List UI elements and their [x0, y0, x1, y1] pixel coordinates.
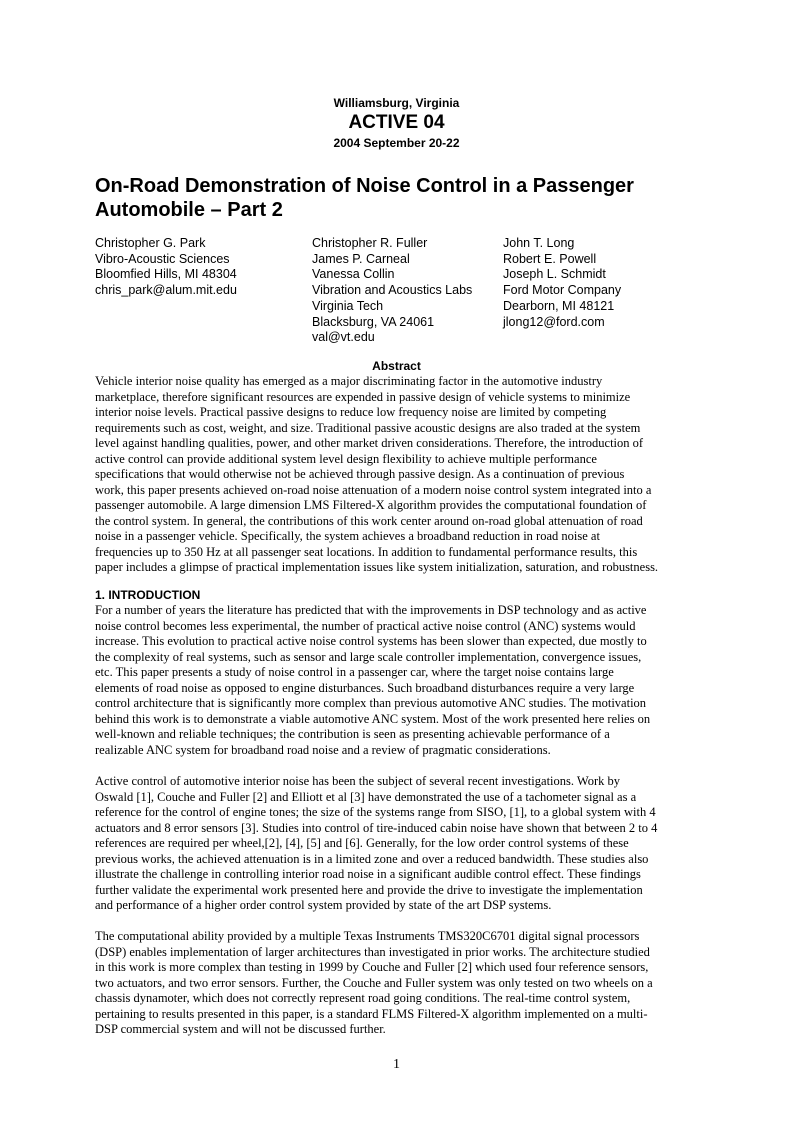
- text-line: marketplace, therefore significant resources are expended in passive design of vehicle systems to minimize: [95, 389, 631, 404]
- text-line: previous works, the achieved attenuation is in a limited zone and over a reduced bandwidth. These studies also: [95, 851, 649, 866]
- author-line: jlong12@ford.com: [503, 314, 605, 329]
- text-line: further validate the experimental work presented here and provide the drive to investigate the implementation: [95, 882, 643, 897]
- author-line: Vanessa Collin: [312, 267, 395, 282]
- introduction-heading: 1. INTRODUCTION: [95, 588, 201, 602]
- text-line: Active control of automotive interior noise has been the subject of several recent investigations. Work by: [95, 774, 620, 788]
- text-line: the control system. In general, the contributions of this work center around on-road global attenuation of road: [95, 513, 643, 528]
- conference-name: ACTIVE 04: [348, 112, 445, 133]
- introduction-paragraph-3: [95, 929, 695, 1038]
- author-line: James P. Carneal: [312, 251, 410, 266]
- author-line: John T. Long: [503, 236, 575, 250]
- text-line: control architecture that is significantly more complex than previous automotive ANC studies. The motivation: [95, 696, 647, 710]
- abstract-heading: Abstract: [372, 359, 421, 373]
- text-line: interior noise levels. Practical passive designs to reduce low frequency noise are limited by competing: [95, 405, 607, 419]
- text-line: in this work is more complex than testing in 1999 by Couche and Fuller [2] which used four reference sensors,: [95, 960, 649, 974]
- text-line: For a number of years the literature has predicted that with the improvements in DSP technology and as active: [95, 603, 647, 617]
- text-line: pertaining to results presented in this paper, is a standard FLMS Filtered-X algorithm implemented on a multi-: [95, 1006, 648, 1021]
- author-line: Joseph L. Schmidt: [503, 267, 606, 282]
- text-line: DSP commercial system and will not be discussed further.: [95, 1022, 386, 1036]
- author-line: val@vt.edu: [312, 330, 375, 345]
- text-line: and performance of a higher order control system provided by state of the art DSP systems.: [95, 898, 552, 912]
- text-line: requirements such as cost, weight, and size. Traditional passive acoustic designs are also traded at the system: [95, 420, 641, 435]
- author-column: [95, 236, 237, 299]
- author-line: chris_park@alum.mit.edu: [95, 283, 237, 298]
- text-line: Vehicle interior noise quality has emerged as a major discriminating factor in the automotive industry: [95, 374, 603, 388]
- abstract-text: [95, 374, 695, 576]
- author-line: Virginia Tech: [312, 298, 384, 313]
- text-line: chassis dynamoter, which does not correctly represent road going conditions. The real-time control system,: [95, 991, 631, 1005]
- text-line: passenger automobile. A large dimension LMS Filtered-X algorithm provides the computational foundation of: [95, 498, 647, 512]
- text-line: specifications that would otherwise not be achieved through passive design. As a continuation of previous: [95, 467, 625, 481]
- author-line: Christopher G. Park: [95, 236, 206, 250]
- author-line: Christopher R. Fuller: [312, 236, 428, 250]
- conference-dates: 2004 September 20-22: [333, 136, 460, 150]
- paper-title: On-Road Demonstration of Noise Control in a Passenger Automobile – Part 2: [95, 175, 634, 221]
- author-line: Bloomfied Hills, MI 48304: [95, 267, 237, 282]
- text-line: noise control becomes less experimental, the number of practical active noise control (ANC) systems would: [95, 618, 636, 633]
- text-line: illustrate the challenge in controlling interior road noise in a significant audible control effect. These findings: [95, 867, 641, 881]
- text-line: actuators and 8 error sensors [3]. Studies into control of tire-induced cabin noise have shown that between 2 to 4: [95, 820, 658, 835]
- text-line: (DSP) enables implementation of larger architectures than investigated in prior works. The architecture studied: [95, 944, 650, 959]
- conference-location: Williamsburg, Virginia: [333, 96, 460, 110]
- text-line: two actuators, and two error sensors. Further, the Couche and Fuller system was only tested on two wheels on a: [95, 975, 653, 990]
- text-line: noise in a passenger vehicle. Specifically, the system achieves a broadband reduction in road noise at: [95, 529, 600, 543]
- author-line: Vibro-Acoustic Sciences: [95, 251, 230, 266]
- text-line: active control can provide additional system level design flexibility to achieve multiple performance: [95, 451, 597, 466]
- text-line: references are required per wheel,[2], [4], [5] and [6]. Generally, for the low order control systems of these: [95, 836, 629, 850]
- text-line: well-known and reliable techniques; the contribution is seen as presenting achievable performance of a: [95, 727, 610, 741]
- text-line: reference for the control of engine tones; the size of the systems range from SISO, [1], to a global system with 4: [95, 805, 656, 819]
- text-line: the complexity of real systems, such as sensor and large scale controller implementation, convergence issues,: [95, 649, 642, 664]
- author-column: [503, 236, 621, 330]
- author-block: [95, 236, 705, 348]
- text-line: paper includes a glimpse of practical implementation issues like system initialization, saturation, and robustness.: [95, 560, 659, 574]
- text-line: level against handling qualities, power, and other market driven considerations. Therefore, the introduction of: [95, 436, 644, 450]
- text-line: etc. This paper presents a study of noise control in a passenger car, where the target noise contains large: [95, 665, 614, 679]
- text-line: elements of road noise as opposed to engine disturbances. Such broadband disturbances require a very large: [95, 680, 635, 695]
- author-line: Dearborn, MI 48121: [503, 298, 615, 313]
- text-line: Oswald [1], Couche and Fuller [2] and Elliott et al [3] have demonstrated the use of a tachometer signal as a: [95, 789, 637, 804]
- author-line: Ford Motor Company: [503, 283, 622, 298]
- introduction-paragraph-2: [95, 774, 695, 914]
- text-line: realizable ANC system for broadband road noise and a review of pragmatic considerations.: [95, 742, 551, 757]
- conference-header: [0, 96, 793, 150]
- author-column: [312, 236, 472, 346]
- text-line: behind this work is to demonstrate a viable automotive ANC system. Most of the work presented here relies on: [95, 711, 651, 726]
- text-line: work, this paper presents achieved on-road noise attenuation of a modern noise control system integrated into a: [95, 482, 652, 497]
- text-line: The computational ability provided by a multiple Texas Instruments TMS320C6701 digital signal processors: [95, 929, 640, 943]
- author-line: Robert E. Powell: [503, 251, 597, 266]
- author-line: Blacksburg, VA 24061: [312, 314, 435, 329]
- text-line: increase. This evolution to practical active noise control systems has been slower than expected, due mostly to: [95, 634, 647, 648]
- introduction-paragraph-1: [95, 603, 695, 758]
- author-line: Vibration and Acoustics Labs: [312, 283, 473, 298]
- text-line: frequencies up to 350 Hz at all passenger seat locations. In addition to fundamental performance results, this: [95, 544, 638, 559]
- page-number: 1: [393, 1057, 400, 1072]
